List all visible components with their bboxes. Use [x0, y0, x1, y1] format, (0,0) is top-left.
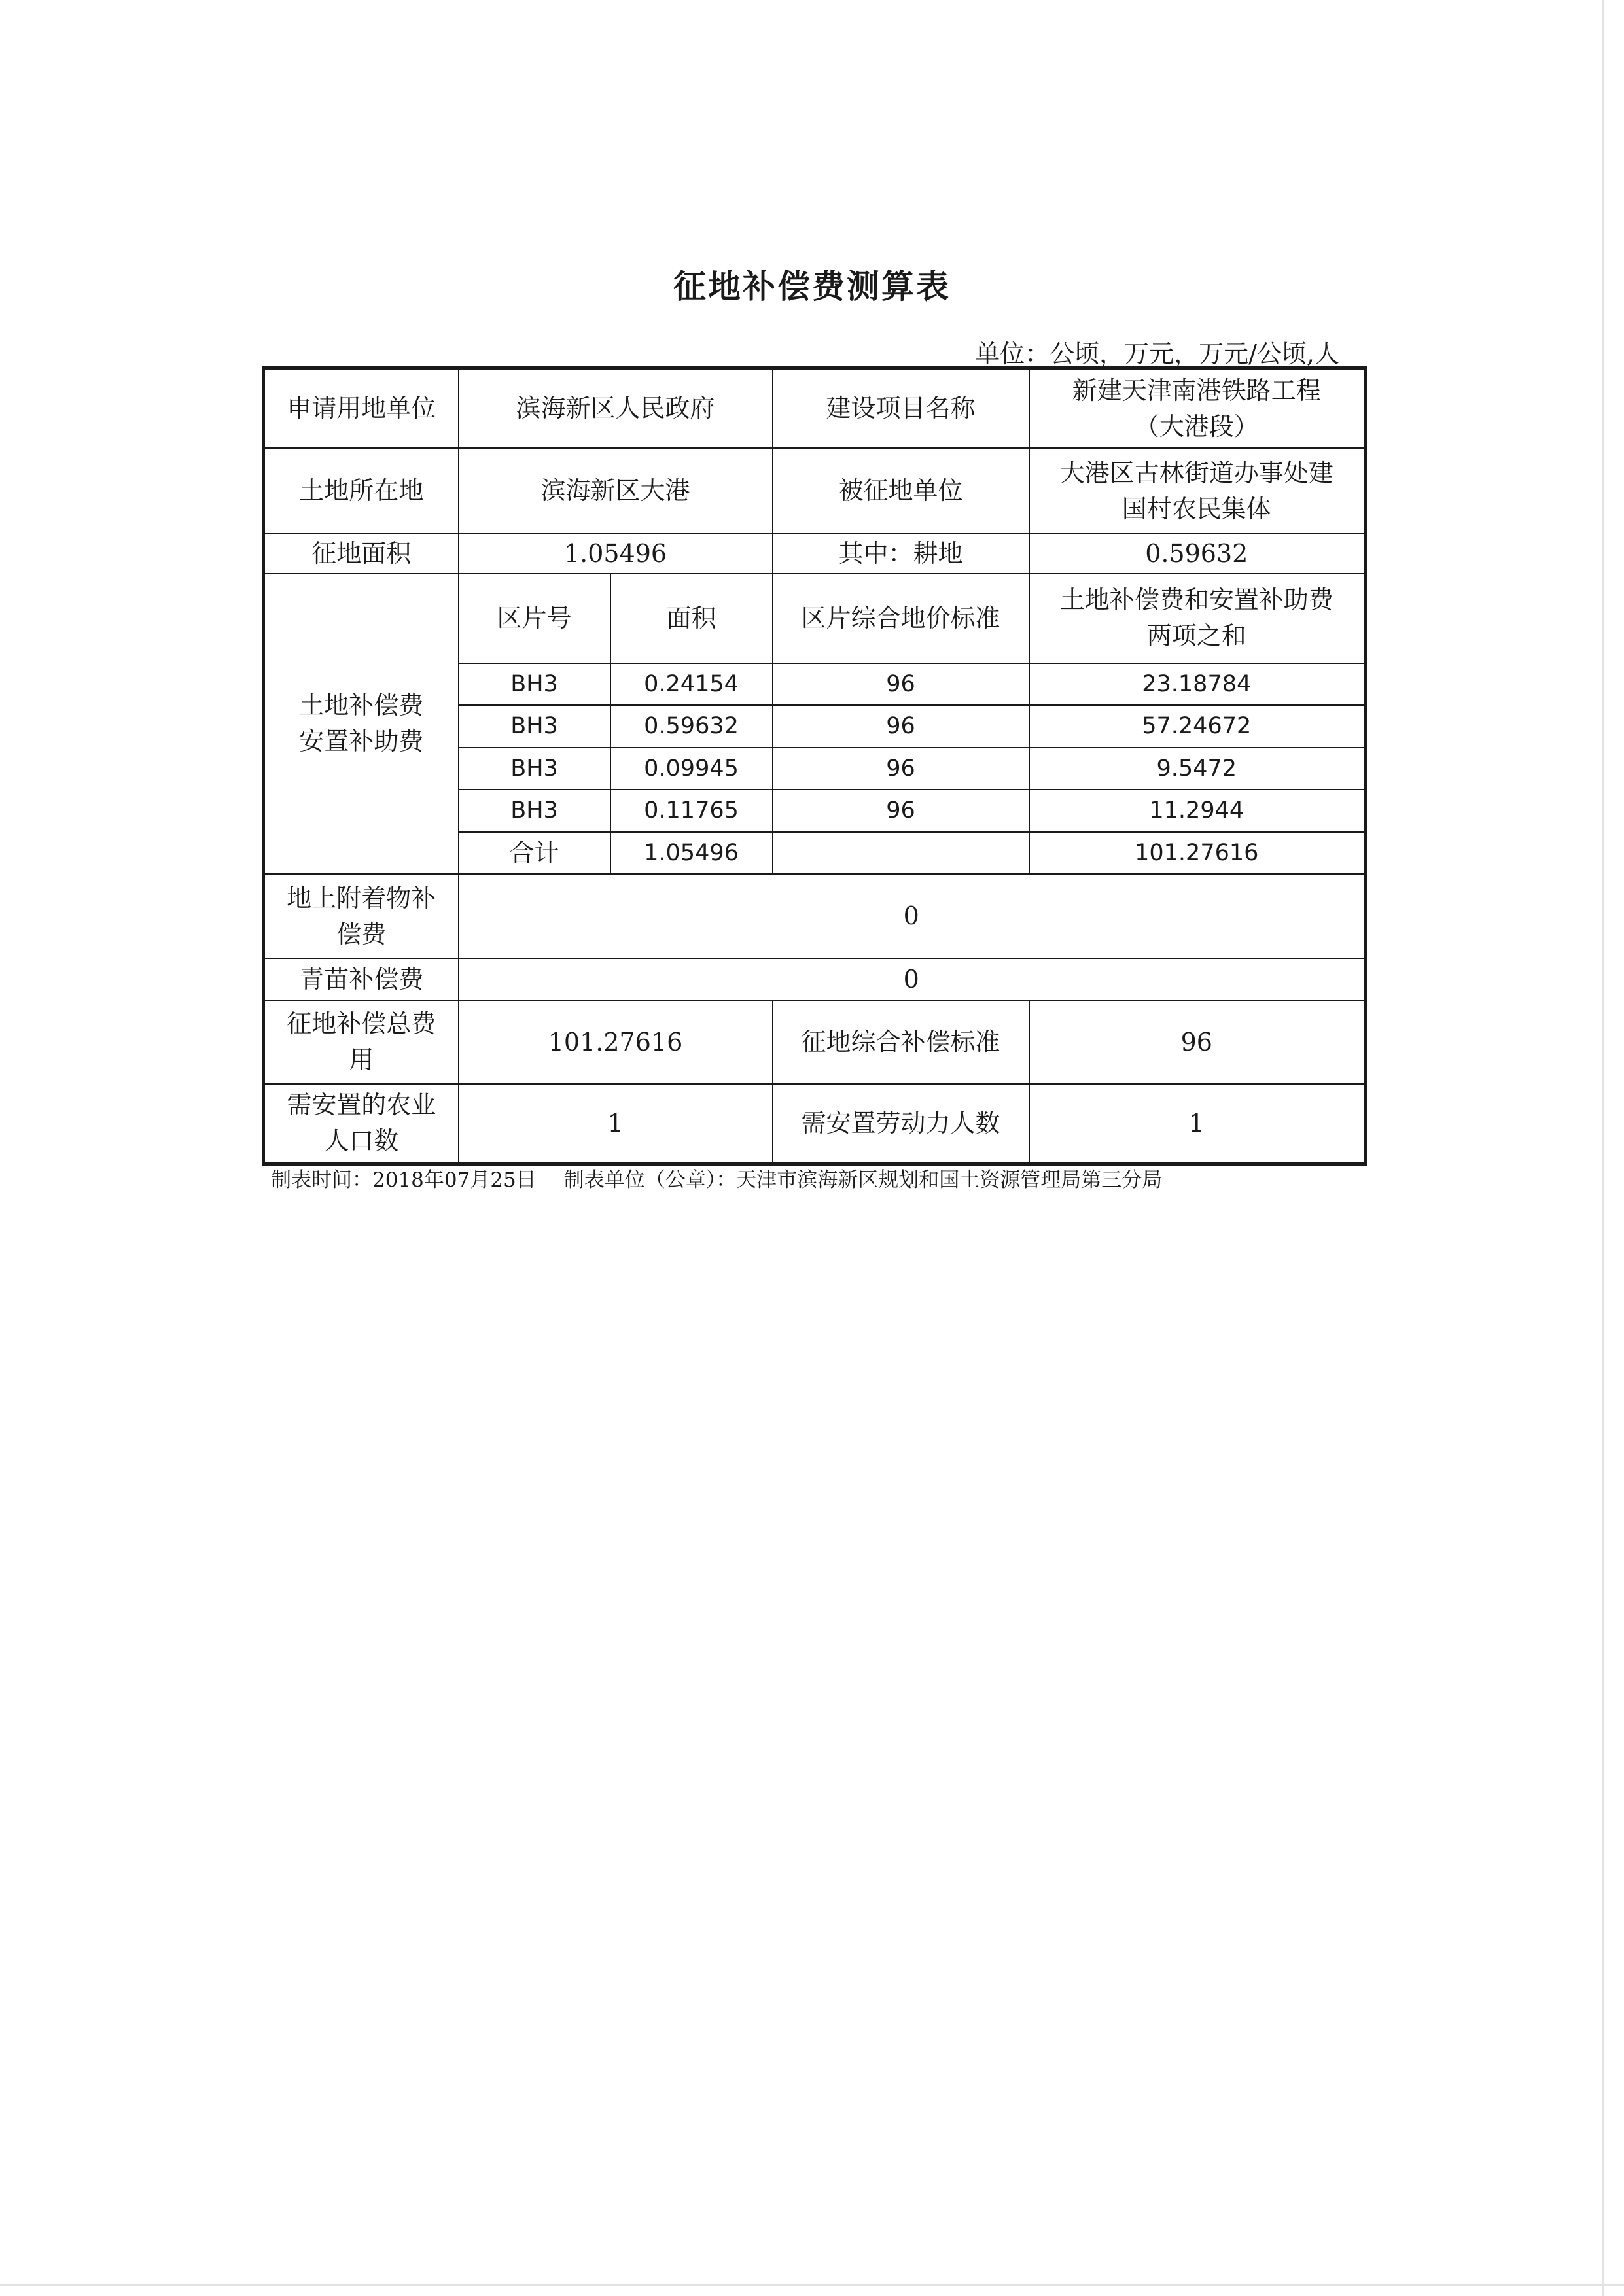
population-label — [264, 1084, 459, 1164]
farmland-value: 0.59632 — [1029, 534, 1366, 573]
comprehensive-standard-value: 96 — [1029, 1001, 1366, 1084]
total-standard — [773, 832, 1029, 874]
scan-edge-right — [1602, 0, 1604, 2296]
zone-cell: BH3 — [459, 663, 610, 705]
location-value: 滨海新区大港 — [459, 448, 773, 534]
seedlings-label: 青苗补偿费 — [264, 958, 459, 1000]
total-sum: 101.27616 — [1029, 832, 1366, 874]
total-cost-label — [264, 1001, 459, 1084]
sum-cell: 57.24672 — [1029, 705, 1366, 747]
project-value-line1: 新建天津南港铁路工程 — [1072, 375, 1321, 405]
zone-cell: BH3 — [459, 748, 610, 790]
footer-date: 制表时间：2018年07月25日 — [271, 1168, 537, 1192]
area-cell: 0.24154 — [610, 663, 773, 705]
project-value-line2: （大港段） — [1134, 411, 1259, 441]
row-seedlings — [264, 958, 1366, 1000]
sum-column-header-line1: 土地补偿费和安置补助费 — [1059, 585, 1333, 615]
population-value: 1 — [459, 1084, 773, 1164]
population-label-line1: 需安置的农业 — [287, 1090, 436, 1120]
zone-column-header: 区片号 — [459, 574, 610, 663]
area-cell: 0.09945 — [610, 748, 773, 790]
population-label-line2: 人口数 — [324, 1126, 399, 1156]
standard-cell: 96 — [773, 748, 1029, 790]
total-cost-label-line2: 用 — [349, 1045, 374, 1075]
seedlings-value: 0 — [459, 958, 1366, 1000]
area-cell: 0.59632 — [610, 705, 773, 747]
sum-column-header — [1029, 574, 1366, 663]
footer-unit: 制表单位（公章）：天津市滨海新区规划和国土资源管理局第三分局 — [563, 1168, 1163, 1192]
attachments-label-line2: 偿费 — [336, 919, 387, 948]
scan-edge-bottom — [0, 2284, 1624, 2286]
total-label: 合计 — [459, 832, 610, 874]
area-label: 征地面积 — [264, 534, 459, 573]
attachments-label-line1: 地上附着物补 — [287, 883, 436, 913]
unit-note: 单位：公顷，万元，万元/公顷,人 — [975, 339, 1339, 368]
zone-cell: BH3 — [459, 790, 610, 831]
land-section-label-line1: 土地补偿费 — [299, 691, 424, 720]
sum-cell: 9.5472 — [1029, 748, 1366, 790]
sum-cell: 23.18784 — [1029, 663, 1366, 705]
row-attachments — [264, 874, 1366, 958]
project-value — [1029, 368, 1366, 449]
document-title: 征地补偿费测算表 — [673, 268, 951, 305]
land-section-label — [264, 574, 459, 875]
area-value: 1.05496 — [459, 534, 773, 573]
row-totals — [264, 1001, 1366, 1084]
expropriated-label: 被征地单位 — [773, 448, 1029, 534]
row-applicant — [264, 368, 1366, 449]
attachments-value: 0 — [459, 874, 1366, 958]
expropriated-value — [1029, 448, 1366, 534]
standard-cell: 96 — [773, 663, 1029, 705]
total-cost-label-line1: 征地补偿总费 — [287, 1009, 436, 1039]
row-resettlement — [264, 1084, 1366, 1164]
standard-cell: 96 — [773, 790, 1029, 831]
standard-column-header: 区片综合地价标准 — [773, 574, 1029, 663]
row-land-header — [264, 574, 1366, 663]
project-label: 建设项目名称 — [773, 368, 1029, 449]
total-cost-value: 101.27616 — [459, 1001, 773, 1084]
farmland-label: 其中：耕地 — [773, 534, 1029, 573]
expropriated-value-line1: 大港区古林街道办事处建 — [1059, 458, 1333, 487]
comprehensive-standard-label: 征地综合补偿标准 — [773, 1001, 1029, 1084]
land-section-label-line2: 安置补助费 — [299, 727, 424, 756]
attachments-label — [264, 874, 459, 958]
applicant-value: 滨海新区人民政府 — [459, 368, 773, 449]
expropriated-value-line2: 国村农民集体 — [1121, 494, 1271, 523]
sum-cell: 11.2944 — [1029, 790, 1366, 831]
labor-label: 需安置劳动力人数 — [773, 1084, 1029, 1164]
applicant-label: 申请用地单位 — [264, 368, 459, 449]
compensation-table — [262, 366, 1367, 1166]
zone-cell: BH3 — [459, 705, 610, 747]
sum-column-header-line2: 两项之和 — [1146, 621, 1246, 651]
labor-value: 1 — [1029, 1084, 1366, 1164]
area-column-header: 面积 — [610, 574, 773, 663]
area-cell: 0.11765 — [610, 790, 773, 831]
row-area — [264, 534, 1366, 573]
total-area: 1.05496 — [610, 832, 773, 874]
row-location — [264, 448, 1366, 534]
standard-cell: 96 — [773, 705, 1029, 747]
location-label: 土地所在地 — [264, 448, 459, 534]
footer — [271, 1163, 1162, 1192]
